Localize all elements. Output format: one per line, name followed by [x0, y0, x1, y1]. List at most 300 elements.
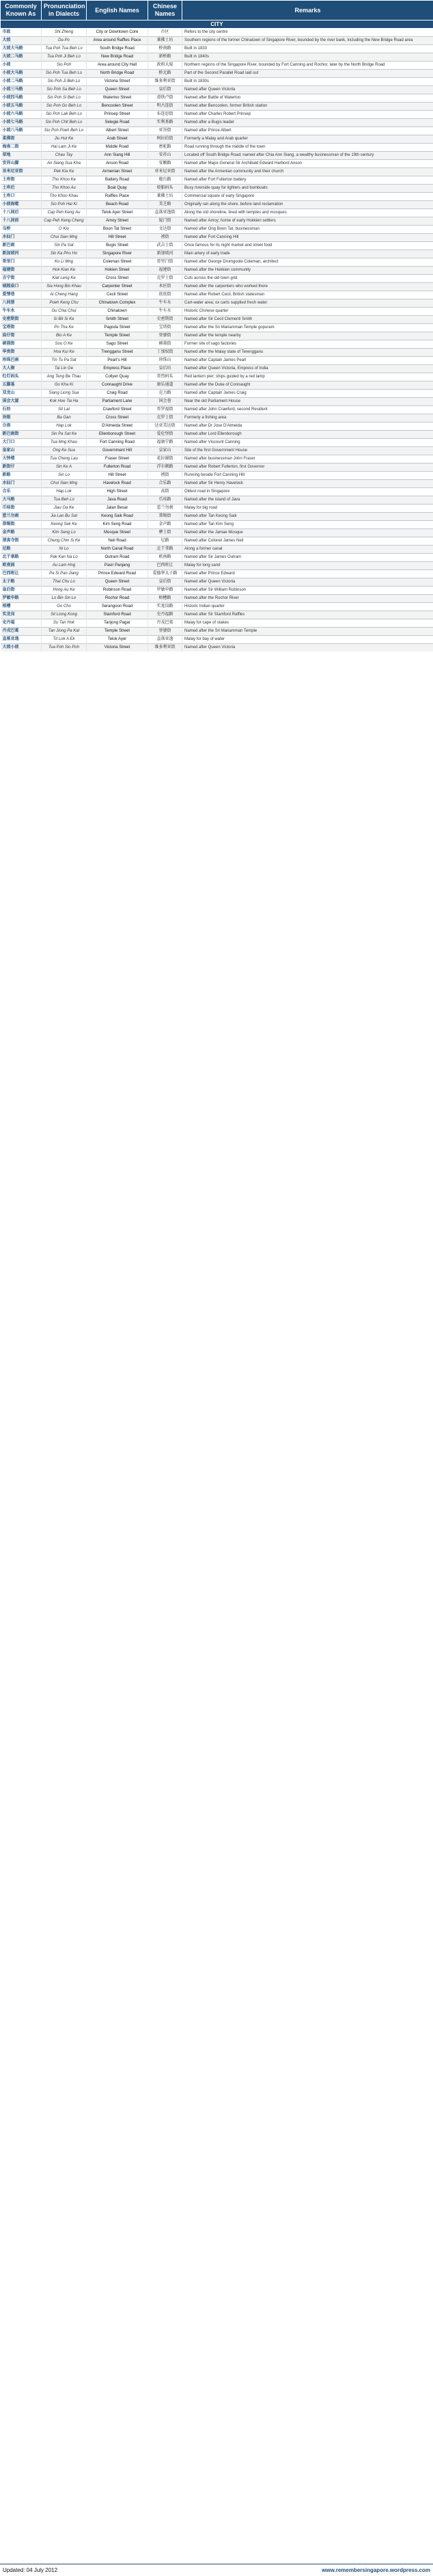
remarks-cell: Named after Queen Victoria [182, 578, 433, 587]
chinese-name-cell: 爱德华太子路 [148, 570, 182, 578]
table-row [1, 267, 433, 275]
chinese-name-cell: 莱佛士坊 [148, 37, 182, 45]
chinese-name-cell: 合乐路 [148, 480, 182, 488]
chinese-name-cell: 皇后街 [148, 86, 182, 94]
english-name-cell: Arab Street [87, 135, 148, 144]
table-row [1, 414, 433, 422]
table-row [1, 308, 433, 316]
remarks-cell: Named after John Crawfurd, second Resident [182, 406, 433, 414]
remarks-cell: Built in 1833 [182, 45, 433, 53]
remarks-cell: Named after Ong Boon Tat, businessman [182, 226, 433, 234]
known-as-cell: 大坡小坡 [1, 644, 42, 652]
english-name-cell: Connaught Drive [87, 381, 148, 390]
remarks-cell: Named after Robert Fullerton, first Governor [182, 464, 433, 472]
english-name-cell: City or Downtown Core [87, 29, 148, 37]
table-row [1, 70, 433, 78]
english-name-cell: Smith Street [87, 316, 148, 324]
remarks-cell: Southern regions of the former Chinatown of Singapore River, bounded by the river bank, including the New Bridge Road area [182, 37, 433, 45]
english-name-cell: Raffles Place [87, 193, 148, 201]
known-as-cell: 小坡八马路 [1, 127, 42, 135]
known-as-cell: 小坡 [1, 62, 42, 70]
pronunciation-cell: Cheng Chin Si Ke [42, 537, 87, 546]
remarks-cell: Named after Sir Stamford Raffles [182, 611, 433, 619]
table-row [1, 496, 433, 505]
remarks-cell: Part of the Second Parallel Road laid out [182, 70, 433, 78]
pronunciation-cell: Kok Hoe Tai Ha [42, 398, 87, 406]
table-row [1, 127, 433, 135]
pronunciation-cell: Tit Lok A Ek [42, 636, 87, 644]
known-as-cell: 新巴刹 [1, 242, 42, 250]
remarks-cell: Named after Lord Ellenborough [182, 431, 433, 439]
english-name-cell: Ann Siang Hill [87, 152, 148, 160]
english-name-cell: Hill Street [87, 472, 148, 480]
table-row [1, 324, 433, 332]
known-as-cell: 爪哇街 [1, 505, 42, 513]
english-name-cell: Cecil Street [87, 291, 148, 299]
table-row [1, 562, 433, 570]
remarks-cell: Named after Bencoolen, former British station [182, 103, 433, 111]
english-name-cell: Keong Saik Road [87, 513, 148, 521]
remarks-cell: Named after Captain James Craig [182, 390, 433, 398]
english-name-cell: Craig Road [87, 390, 148, 398]
table-row [1, 349, 433, 357]
pronunciation-cell: Tho Khoo Khau [42, 193, 87, 201]
english-name-cell: Victoria Street [87, 78, 148, 86]
english-name-cell: Beach Road [87, 201, 148, 209]
known-as-cell: 宝塔街 [1, 324, 42, 332]
table-row [1, 291, 433, 299]
chinese-name-cell: 金声路 [148, 521, 182, 529]
known-as-cell: 柔佛街 [1, 135, 42, 144]
table-row [1, 94, 433, 103]
pronunciation-cell: Ang Teng Be Thau [42, 373, 87, 381]
chinese-name-cell: 安顺路 [148, 160, 182, 168]
known-as-cell: 硕莪街 [1, 340, 42, 349]
remarks-cell: Named after the Jamae Mosque [182, 529, 433, 537]
table-row [1, 619, 433, 628]
known-as-cell: 牛车水 [1, 308, 42, 316]
pronunciation-cell: Hap Lok [42, 488, 87, 496]
pronunciation-cell: Sou O Ke [42, 340, 87, 349]
table-row [1, 29, 433, 37]
known-as-cell: 直落亚逸 [1, 636, 42, 644]
website-url[interactable]: www.remembersingapore.wordpress.com [322, 2567, 430, 2573]
chinese-name-cell: 史密斯街 [148, 316, 182, 324]
remarks-cell: Northern regions of the Singapore River, bounded by Fort Canning and Rochor, later by the North Bridge Road [182, 62, 433, 70]
known-as-cell: 双龙山 [1, 390, 42, 398]
header-english: English Names [87, 1, 148, 21]
chinese-name-cell: 牛车水 [148, 299, 182, 308]
english-name-cell: Havelock Road [87, 480, 148, 488]
known-as-cell: 土库街 [1, 176, 42, 185]
known-as-cell: 爱情巷 [1, 291, 42, 299]
pronunciation-cell: Su Tan Hok [42, 619, 87, 628]
english-name-cell: Amoy Street [87, 217, 148, 226]
pronunciation-cell: Da Po [42, 37, 87, 45]
chinese-name-cell: 登婆街 [148, 332, 182, 340]
chinese-name-cell: 木匠街 [148, 283, 182, 291]
table-row [1, 176, 433, 185]
english-name-cell: Empress Place [87, 365, 148, 373]
table-row [1, 578, 433, 587]
known-as-cell: 八间厝 [1, 299, 42, 308]
known-as-cell: 史丹福 [1, 619, 42, 628]
header-chinese: Chinese Names [148, 1, 182, 21]
pronunciation-cell: Sin Pa Sat [42, 242, 87, 250]
table-row [1, 340, 433, 349]
chinese-name-cell: 皇家山 [148, 447, 182, 455]
known-as-cell: 实龙岗 [1, 611, 42, 619]
chinese-name-cell: 克罗士街 [148, 414, 182, 422]
pronunciation-cell: Ai Cheng Hang [42, 291, 87, 299]
known-as-cell: 城隍庙口 [1, 283, 42, 291]
chinese-name-cell: 史丹福路 [148, 611, 182, 619]
remarks-cell: Malay for bay of water [182, 636, 433, 644]
table-row [1, 78, 433, 86]
pronunciation-cell: Ong Ke Sua [42, 447, 87, 455]
remarks-cell: Named after the island of Java [182, 496, 433, 505]
known-as-cell: 新巴刹街 [1, 431, 42, 439]
remarks-cell: Busy riverside quay for lighters and bumboats [182, 185, 433, 193]
known-as-cell: 清真寺街 [1, 537, 42, 546]
pronunciation-cell: Sio Poh [42, 62, 87, 70]
chinese-name-cell: 惹兰勿刹 [148, 505, 182, 513]
table-row [1, 193, 433, 201]
known-as-cell: 恭锡街 [1, 521, 42, 529]
english-name-cell: South Bridge Road [87, 45, 148, 53]
chinese-name-cell: 克力路 [148, 390, 182, 398]
remarks-cell: Named after Prince Edward [182, 570, 433, 578]
remarks-cell: Named after Battle of Waterloo [182, 94, 433, 103]
pronunciation-cell: Lo Bin Sin Lo [42, 595, 87, 603]
known-as-cell: 草地 [1, 152, 42, 160]
pronunciation-cell: Tua Beh Lo [42, 496, 87, 505]
chinese-name-cell: 维多利亚街 [148, 78, 182, 86]
known-as-cell: 大坡二马路 [1, 53, 42, 62]
table-row [1, 611, 433, 619]
table-row [1, 185, 433, 193]
known-as-cell: 大人衙 [1, 365, 42, 373]
english-name-cell: Carpenter Street [87, 283, 148, 291]
remarks-cell: Cart-water area; ox carts supplied fresh water [182, 299, 433, 308]
english-name-cell: Temple Street [87, 628, 148, 636]
english-name-cell: Coleman Street [87, 258, 148, 267]
remarks-cell: Running beside Fort Canning Hill [182, 472, 433, 480]
pronunciation-cell: Hok Kian Ke [42, 267, 87, 275]
table-row [1, 299, 433, 308]
remarks-cell: Named after a Bugis leader [182, 119, 433, 127]
table-row [1, 398, 433, 406]
chinese-name-cell: 爱伦堡街 [148, 431, 182, 439]
remarks-cell: Named after Queen Victoria, Empress of India [182, 365, 433, 373]
known-as-cell: 五脚基 [1, 381, 42, 390]
remarks-cell: Named after Tan Kim Seng [182, 521, 433, 529]
known-as-cell: 石叻 [1, 406, 42, 414]
chinese-name-cell: 珍珠山 [148, 357, 182, 365]
table-row [1, 455, 433, 464]
english-name-cell: Pagoda Street [87, 324, 148, 332]
english-name-cell: North Canal Road [87, 546, 148, 554]
known-as-cell: 十八间后 [1, 209, 42, 217]
english-name-cell: Temple Street [87, 332, 148, 340]
header-remarks: Remarks [182, 1, 433, 21]
remarks-cell: Named after the Hokkien community [182, 267, 433, 275]
table-row [1, 86, 433, 94]
chinese-name-cell: 政府大厦 [148, 62, 182, 70]
english-name-cell: Boon Tat Street [87, 226, 148, 234]
known-as-cell: 新路 [1, 472, 42, 480]
known-as-cell: 哥里门 [1, 258, 42, 267]
english-name-cell: Victoria Street [87, 644, 148, 652]
pronunciation-cell: Sit Lat [42, 406, 87, 414]
known-as-cell: 市政 [1, 29, 42, 37]
english-name-cell: Outram Road [87, 554, 148, 562]
remarks-cell: Malay for big road [182, 505, 433, 513]
chinese-name-cell: 尼路 [148, 537, 182, 546]
remarks-cell: Named after Sir James Outram [182, 554, 433, 562]
table-row [1, 464, 433, 472]
table-row [1, 488, 433, 496]
remarks-cell: Named after businessman John Fraser [182, 455, 433, 464]
table-row [1, 37, 433, 45]
known-as-cell: 巴西班让 [1, 570, 42, 578]
known-as-cell: 珍珠巴刹 [1, 357, 42, 365]
pronunciation-cell: Jia Lan Bu Sat [42, 513, 87, 521]
remarks-cell: Former site of sago factories [182, 340, 433, 349]
english-name-cell: Collyer Quay [87, 373, 148, 381]
english-name-cell: Bugis Street [87, 242, 148, 250]
known-as-cell: 小坡七马路 [1, 119, 42, 127]
table-row [1, 365, 433, 373]
known-as-cell: 皇后街 [1, 587, 42, 595]
known-as-cell: 福建街 [1, 267, 42, 275]
chinese-name-cell: 亚米尼亚街 [148, 168, 182, 176]
english-name-cell: Telok Ayer Street [87, 209, 148, 217]
remarks-cell: Named after the Armenian community and their church [182, 168, 433, 176]
english-name-cell: Hokien Street [87, 267, 148, 275]
pronunciation-cell: An Siang Sua Kha [42, 160, 87, 168]
known-as-cell: 合洛 [1, 422, 42, 431]
english-name-cell: Pasir Panjang [87, 562, 148, 570]
pronunciation-cell: Tan Jiong Pa Kat [42, 628, 87, 636]
chinese-name-cell: 直落亚逸 [148, 636, 182, 644]
table-row [1, 628, 433, 636]
table-row [1, 209, 433, 217]
english-name-cell: Chinatown Complex [87, 299, 148, 308]
remarks-cell: Named after Viscount Canning [182, 439, 433, 447]
english-name-cell: Middle Road [87, 144, 148, 152]
known-as-cell: 土库口 [1, 193, 42, 201]
chinese-name-cell: 皇后坊 [148, 365, 182, 373]
header-known-as: Commonly Known As [1, 1, 42, 21]
pronunciation-cell: Si Bit Si Ke [42, 316, 87, 324]
table-row [1, 472, 433, 480]
remarks-cell: Named after Robert Cecil, British statesman [182, 291, 433, 299]
pronunciation-cell: Cap Peh Keng Cheng [42, 217, 87, 226]
table-row [1, 258, 433, 267]
chinese-name-cell: 花拉谢街 [148, 455, 182, 464]
chinese-name-cell: 哥里门街 [148, 258, 182, 267]
known-as-cell: 史密斯街 [1, 316, 42, 324]
pronunciation-cell: Tua Poh Ji Beh Lo [42, 53, 87, 62]
table-row [1, 537, 433, 546]
header-pronunciation: Pronunciation in Dialects [42, 1, 87, 21]
table-row [1, 390, 433, 398]
english-name-cell: Fullerton Road [87, 464, 148, 472]
table-header-row [1, 1, 433, 21]
known-as-cell: 小坡二马路 [1, 78, 42, 86]
remarks-cell: Named after the temple nearby [182, 332, 433, 340]
pronunciation-cell: Sio Poh Poeh Beh Lo [42, 127, 87, 135]
chinese-name-cell: 阿拉伯街 [148, 135, 182, 144]
table-row [1, 554, 433, 562]
chinese-name-cell: 美芝路 [148, 201, 182, 209]
pronunciation-cell: Tho Khoo Ke [42, 176, 87, 185]
english-name-cell: Tanjong Pagar [87, 619, 148, 628]
remarks-cell: Named after Amoy; home of early Hokkien settlers [182, 217, 433, 226]
chinese-name-cell: 梧槽路 [148, 595, 182, 603]
english-name-cell: D'Almeida Street [87, 422, 148, 431]
remarks-cell: Oldest road in Singapore [182, 488, 433, 496]
remarks-cell: Formerly a fishing area [182, 414, 433, 422]
pronunciation-cell: Ni Lo [42, 546, 87, 554]
pronunciation-cell: Shi Zheng [42, 29, 87, 37]
remarks-cell: Originally ran along the shore, before land reclamation [182, 201, 433, 209]
remarks-cell: Named after Tan Keong Saik [182, 513, 433, 521]
table-row [1, 480, 433, 488]
english-name-cell: Mosque Street [87, 529, 148, 537]
remarks-cell: Historic Chinese quarter [182, 308, 433, 316]
known-as-cell: 北干拿路 [1, 554, 42, 562]
pronunciation-cell: Sin Ke A [42, 464, 87, 472]
table-row [1, 62, 433, 70]
remarks-cell: Built in 1840s [182, 53, 433, 62]
english-name-cell: Government Hill [87, 447, 148, 455]
chinese-name-cell: 直落亚逸街 [148, 209, 182, 217]
known-as-cell: 金声路 [1, 529, 42, 537]
english-name-cell: Parliament Lane [87, 398, 148, 406]
english-name-cell: Hill Street [87, 234, 148, 242]
pronunciation-cell: Po Tha Ke [42, 324, 87, 332]
chinese-name-cell: 明古连街 [148, 103, 182, 111]
table-row [1, 505, 433, 513]
english-name-cell: Telok Ayer [87, 636, 148, 644]
english-name-cell: Cross Street [87, 275, 148, 283]
pronunciation-cell: Siang Liong Sua [42, 390, 87, 398]
remarks-cell: Named after the Sri Mariamman Temple [182, 628, 433, 636]
chinese-name-cell: 桥南路 [148, 45, 182, 53]
known-as-cell: 华贵街 [1, 349, 42, 357]
remarks-cell: Red lantern pier; ships guided by a red lamp [182, 373, 433, 381]
remarks-cell: Historic Indian quarter [182, 603, 433, 611]
pronunciation-cell: Go Cho [42, 603, 87, 611]
known-as-cell: 土库后 [1, 185, 42, 193]
pronunciation-cell: Kim Seng Lo [42, 529, 87, 537]
chinese-name-cell: 宝塔街 [148, 324, 182, 332]
known-as-cell: 小坡大马路 [1, 70, 42, 78]
table-row [1, 357, 433, 365]
chinese-name-cell: 北干拿路 [148, 546, 182, 554]
remarks-cell: Named after Major-General Sir Archibald Edward Harbord Anson [182, 160, 433, 168]
table-body [1, 21, 433, 652]
pronunciation-cell: Pa Si Pan Jiang [42, 570, 87, 578]
english-name-cell: Area around Raffles Place [87, 37, 148, 45]
updated-date: Updated: 04 July 2012 [3, 2567, 58, 2573]
english-name-cell: Stamford Road [87, 611, 148, 619]
english-name-cell: Anson Road [87, 160, 148, 168]
table-row [1, 144, 433, 152]
pronunciation-cell: Go Kha Ki [42, 381, 87, 390]
chinese-name-cell: 哥烈码头 [148, 373, 182, 381]
remarks-cell: Along the old shoreline, lined with temples and mosques [182, 209, 433, 217]
known-as-cell: 小坡六马路 [1, 111, 42, 119]
page-footer [0, 2564, 433, 2576]
known-as-cell: 水仙门 [1, 480, 42, 488]
english-name-cell: Prinsep Street [87, 111, 148, 119]
pronunciation-cell: Sit Liong Kong [42, 611, 87, 619]
remarks-cell: Refers to the city centre [182, 29, 433, 37]
table-row [1, 201, 433, 209]
pronunciation-cell: Chui Sian Mng [42, 234, 87, 242]
known-as-cell: 太子路 [1, 578, 42, 587]
chinese-name-cell: 福建街 [148, 267, 182, 275]
pronunciation-cell: Tin Tu Pa Sat [42, 357, 87, 365]
remarks-cell: Named after the carpenters who worked there [182, 283, 433, 291]
chinese-name-cell: 亚峇街 [148, 127, 182, 135]
known-as-cell: 小坡海墘 [1, 201, 42, 209]
chinese-name-cell: 滑铁卢街 [148, 94, 182, 103]
known-as-cell: 水仙门 [1, 234, 42, 242]
english-name-cell: Kim Seng Road [87, 521, 148, 529]
table-row [1, 226, 433, 234]
known-as-cell: 惹兰勿刹 [1, 513, 42, 521]
pronunciation-cell: Sio Poh Go Beh Lo [42, 103, 87, 111]
table-row [1, 217, 433, 226]
english-name-cell: Neil Road [87, 537, 148, 546]
table-row [1, 111, 433, 119]
known-as-cell: 丹戎巴葛 [1, 628, 42, 636]
table-row [1, 447, 433, 455]
remarks-cell: Named after Sir William Robinson [182, 587, 433, 595]
known-as-cell: 大门口 [1, 439, 42, 447]
pronunciation-cell: Chau Tay [42, 152, 87, 160]
english-name-cell: Battery Road [87, 176, 148, 185]
remarks-cell: Built in 1830s [182, 78, 433, 86]
known-as-cell: 小坡五马路 [1, 103, 42, 111]
table-row [1, 45, 433, 53]
chinese-name-cell: 禧街 [148, 234, 182, 242]
known-as-cell: 小坡三马路 [1, 86, 42, 94]
table-row [1, 521, 433, 529]
chinese-name-cell: 丁加奴街 [148, 349, 182, 357]
table-row [1, 422, 433, 431]
chinese-name-cell: 国会巷 [148, 398, 182, 406]
english-name-cell: Prince Edward Road [87, 570, 148, 578]
pronunciation-cell: Kiat Leng Ke [42, 275, 87, 283]
chinese-name-cell: 桥北路 [148, 70, 182, 78]
chinese-name-cell: 达亚美达街 [148, 422, 182, 431]
english-name-cell: Armenian Street [87, 168, 148, 176]
known-as-cell: 国会大厦 [1, 398, 42, 406]
pronunciation-cell: Hap Lok [42, 422, 87, 431]
remarks-cell: Cuts across the old town grid [182, 275, 433, 283]
remarks-cell: Malay for cape of stakes [182, 619, 433, 628]
table-row [1, 332, 433, 340]
pronunciation-cell: Poeh Keng Chu [42, 299, 87, 308]
chinese-name-cell: 布连思街 [148, 111, 182, 119]
pronunciation-cell: Hong Au Ke [42, 587, 87, 595]
chinese-name-cell: 康乐通道 [148, 381, 182, 390]
